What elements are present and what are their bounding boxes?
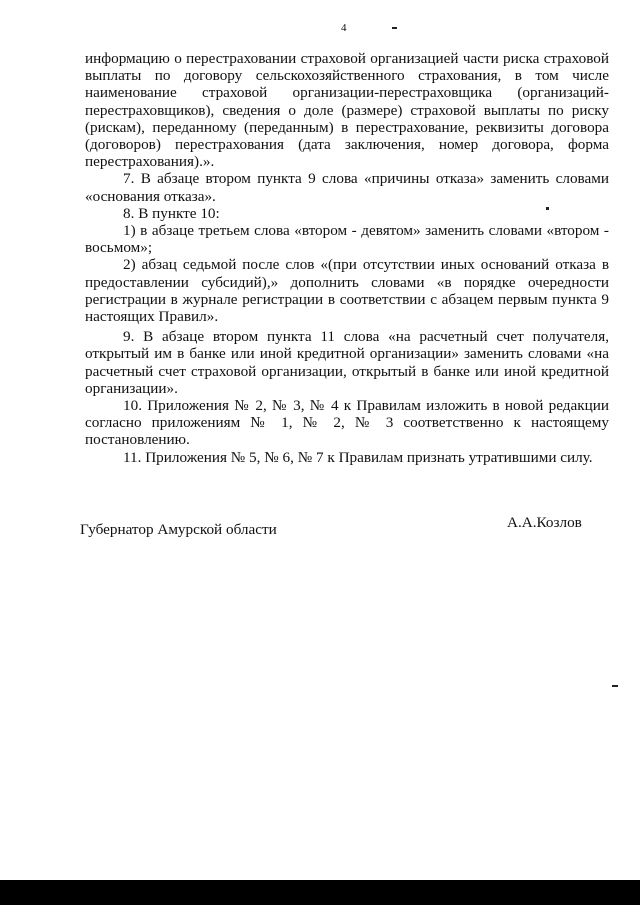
- scan-speck: [392, 27, 397, 29]
- paragraph-item-9: 9. В абзаце втором пункта 11 слова «на расчетный счет получателя, открытый им в банке или иной кредитной организации» заменить словами «на расчетный счет страховой организации, открытый в банке или иной кредитной организации».: [85, 328, 609, 397]
- paragraph-reinsurance-info: информацию о перестраховании страховой организацией части риска страховой выплаты по договору сельскохозяйственного страхования, в том числе наименование страховой организации-перестраховщика (организаций-перестраховщиков), сведения о доле (размере) страховой выплаты по риску (рискам), переданному (переданным) в перестрахование, реквизиты договора (договоров) перестрахования (дата заключения, номер договора, форма перестрахования).».: [85, 50, 609, 171]
- paragraph-item-8-1: 1) в абзаце третьем слова «втором - девятом» заменить словами «втором - восьмом»;: [85, 222, 609, 257]
- paragraph-item-8: 8. В пункте 10:: [123, 204, 220, 222]
- scan-bottom-edge: [0, 880, 640, 905]
- paragraph-item-10: 10. Приложения № 2, № 3, № 4 к Правилам изложить в новой редакции согласно приложениям № 1, № 2, № 3 соответственно к настоящему постановлению.: [85, 397, 609, 449]
- page-number: 4: [341, 22, 347, 34]
- document-body: [85, 50, 609, 466]
- paragraph-item-11: 11. Приложения № 5, № 6, № 7 к Правилам признать утратившими силу.: [123, 448, 593, 466]
- paragraph-item-7: 7. В абзаце втором пункта 9 слова «причины отказа» заменить словами «основания отказа».: [85, 170, 609, 205]
- scan-speck: [612, 685, 618, 687]
- paragraph-item-8-2: 2) абзац седьмой после слов «(при отсутствии иных оснований отказа в предоставлении субсидий),» дополнить словами «в порядке очередности регистрации в журнале регистрации в соответствии с абзацем первым пункта 9 настоящих Правил».: [85, 256, 609, 326]
- signature-title: Губернатор Амурской области: [80, 521, 277, 538]
- signature-name: А.А.Козлов: [507, 514, 582, 531]
